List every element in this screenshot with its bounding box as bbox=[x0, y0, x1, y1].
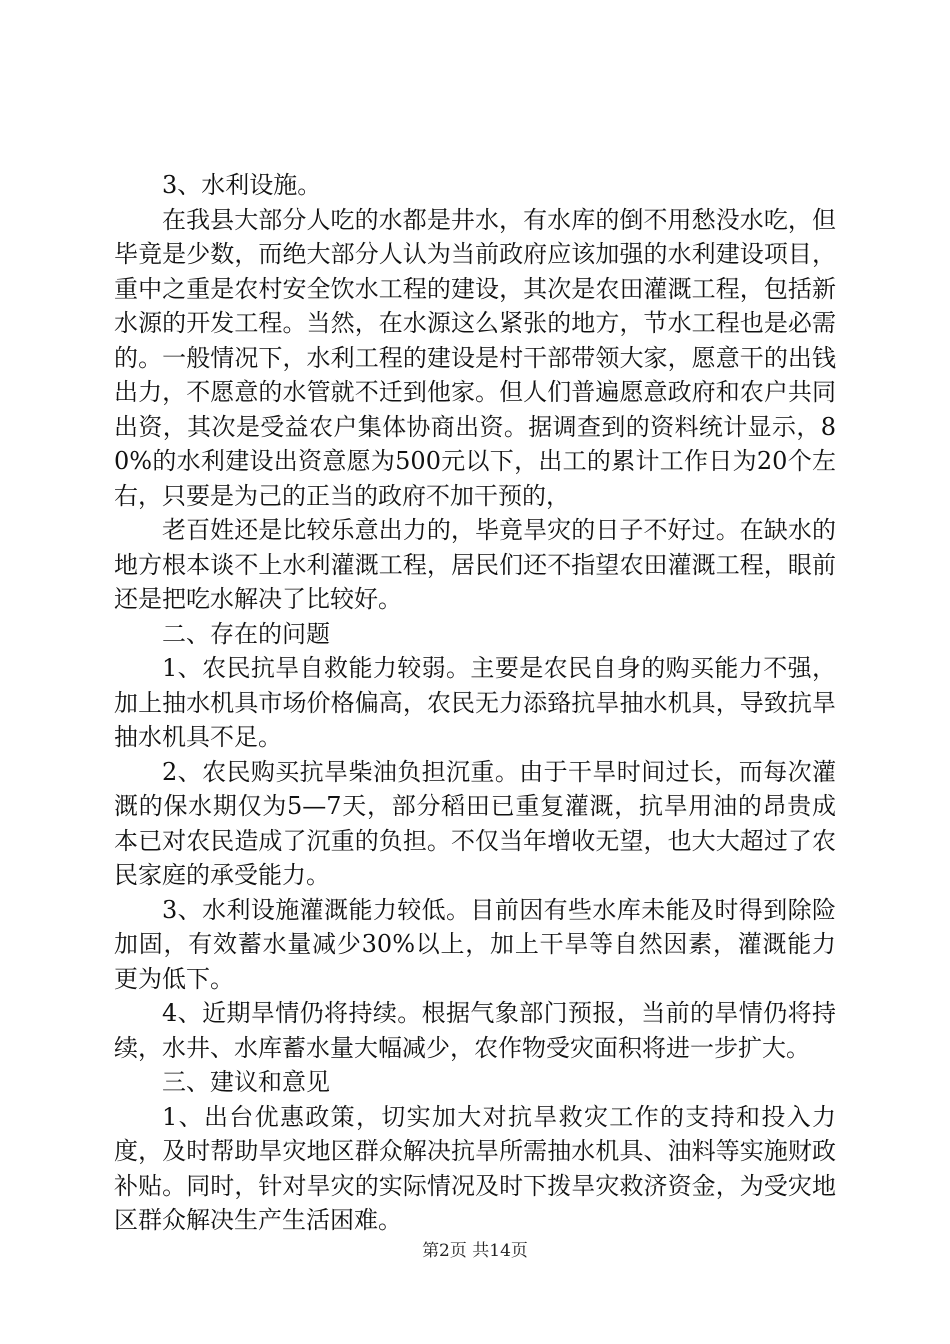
section-heading-suggestions: 三、建议和意见 bbox=[162, 1068, 330, 1096]
section-heading-water-facilities: 3、水利设施。 bbox=[162, 171, 322, 199]
page-number-current: 第2页 bbox=[422, 1241, 467, 1261]
paragraph-problem-4: 4、近期旱情仍将持续。根据气象部门预报，当前的旱情仍将持续，水井、水库蓄水量大幅减少，农作物受灾面积将进一步扩大。 bbox=[114, 999, 836, 1062]
page-footer bbox=[0, 1240, 950, 1262]
page-number-total: 共14页 bbox=[472, 1241, 528, 1261]
section-heading-problems: 二、存在的问题 bbox=[162, 619, 330, 648]
paragraph-problem-2: 2、农民购买抗旱柴油负担沉重。由于干旱时间过长，而每次灌溉的保水期仅为5—7天，部分稻田已重复灌溉，抗旱用油的昂贵成本已对农民造成了沉重的负担。不仅当年增收无望，也大大超过了农民家庭的承受能力。 bbox=[114, 757, 836, 889]
document-body bbox=[114, 168, 836, 1238]
paragraph-water-2: 老百姓还是比较乐意出力的，毕竟旱灾的日子不好过。在缺水的地方根本谈不上水利灌溉工程，居民们还不指望农田灌溉工程，眼前还是把吃水解决了比较好。 bbox=[114, 516, 836, 613]
paragraph-problem-1: 1、农民抗旱自救能力较弱。主要是农民自身的购买能力不强，加上抽水机具市场价格偏高，农民无力添臵抗旱抽水机具，导致抗旱抽水机具不足。 bbox=[114, 654, 836, 751]
paragraph-problem-3: 3、水利设施灌溉能力较低。目前因有些水库未能及时得到除险加固，有效蓄水量减少30%以上，加上干旱等自然因素，灌溉能力更为低下。 bbox=[114, 895, 836, 993]
paragraph-water-1: 在我县大部分人吃的水都是井水，有水库的倒不用愁没水吃，但毕竟是少数，而绝大部分人认为当前政府应该加强的水利建设项目，重中之重是农村安全饮水工程的建设，其次是农田灌溉工程，包括新水源的开发工程。当然，在水源这么紧张的地方，节水工程也是必需的。一般情况下，水利工程的建设是村干部带领大家，愿意干的出钱出力，不愿意的水管就不迁到他家。但人们普遍愿意政府和农户共同出资，其次是受益农户集体协商出资。据调查到的资料统计显示，80%的水利建设出资意愿为500元以下，出工的累计工作日为20个左右，只要是为己的正当的政府不加干预的， bbox=[114, 205, 836, 510]
paragraph-suggestion-1: 1、出台优惠政策，切实加大对抗旱救灾工作的支持和投入力度，及时帮助旱灾地区群众解决抗旱所需抽水机具、油料等实施财政补贴。同时，针对旱灾的实际情况及时下拨旱灾救济资金，为受灾地区群众解决生产生活困难。 bbox=[114, 1102, 836, 1234]
